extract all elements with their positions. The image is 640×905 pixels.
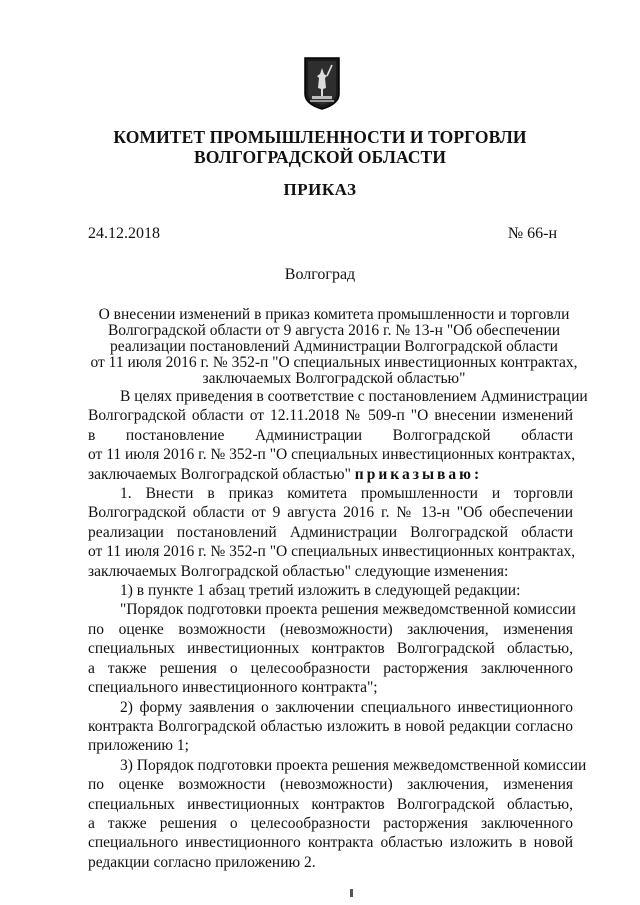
- document-date: 24.12.2018: [88, 225, 160, 242]
- body-line: а также решения о целесообразности расторжения заключенного: [88, 814, 573, 832]
- title-line: Волгоградской области от 9 августа 2016 г. № 13-н "Об обеспечении: [107, 322, 561, 339]
- title-line: заключаемых Волгоградской областью": [202, 370, 466, 387]
- body-line: 2) форму заявления о заключении специального инвестиционного: [120, 698, 573, 716]
- body-line: по оценке возможности (невозможности) заключения, изменения: [88, 776, 573, 794]
- body-line: В целях приведения в соответствие с постановлением Администрации: [120, 388, 588, 405]
- body-line: в постановление Администрации Волгоградской области: [88, 426, 573, 444]
- document-body: [88, 387, 588, 872]
- body-line: заключаемых Волгоградской областью" следующие изменения:: [88, 562, 509, 580]
- body-line: контракта Волгоградской областью изложить в новой редакции согласно: [88, 717, 573, 735]
- body-line: "Порядок подготовки проекта решения межведомственной комиссии: [120, 601, 576, 619]
- committee-title-line2: ВОЛГОГРАДСКОЙ ОБЛАСТИ: [193, 147, 447, 167]
- body-line: по оценке возможности (невозможности) заключения, изменения: [88, 620, 573, 638]
- body-line: от 11 июля 2016 г. № 352-п "О специальных инвестиционных контрактах,: [88, 446, 576, 464]
- body-line: Волгоградской области от 12.11.2018 № 509-п "О внесении изменений: [88, 407, 573, 425]
- body-line-with-order: [88, 465, 573, 484]
- volgograd-coat-of-arms-icon: [303, 56, 341, 110]
- body-line: 3) Порядок подготовки проекта решения межведомственной комиссии: [120, 756, 587, 774]
- body-line: редакции согласно приложению 2.: [88, 853, 316, 871]
- body-line: реализации постановлений Администрации Волгоградской области: [88, 523, 573, 541]
- body-line: 1. Внести в приказ комитета промышленности и торговли: [120, 485, 573, 503]
- committee-title-line1: КОМИТЕТ ПРОМЫШЛЕННОСТИ И ТОРГОВЛИ: [113, 127, 527, 147]
- document-title: [88, 307, 580, 387]
- body-line: специального инвестиционного контракта областью изложить в новой: [88, 834, 573, 852]
- body-line: специального инвестиционного контракта";: [88, 679, 378, 697]
- body-line: 1) в пункте 1 абзац третий изложить в следующей редакции:: [120, 582, 521, 600]
- title-line: реализации постановлений Администрации Волгоградской области: [110, 338, 558, 355]
- order-word: приказываю:: [354, 465, 483, 483]
- document-city: Волгоград: [284, 266, 356, 283]
- title-line: от 11 июля 2016 г. № 352-п "О специальных инвестиционных контрактах,: [90, 354, 578, 371]
- body-line: специальных инвестиционных контрактов Волгоградской областью,: [88, 795, 573, 813]
- body-line: от 11 июля 2016 г. № 352-п "О специальных инвестиционных контрактах,: [88, 543, 576, 561]
- body-line: специальных инвестиционных контрактов Волгоградской областью,: [88, 640, 573, 658]
- document-number: № 66-н: [507, 225, 557, 242]
- body-line: заключаемых Волгоградской областью": [88, 465, 351, 483]
- scan-artifact: [350, 889, 353, 897]
- body-line: приложению 1;: [88, 737, 189, 755]
- title-line: О внесении изменений в приказ комитета промышленности и торговли: [98, 306, 570, 323]
- body-line: а также решения о целесообразности расторжения заключенного: [88, 659, 573, 677]
- document-type: ПРИКАЗ: [283, 180, 357, 199]
- body-line: Волгоградской области от 9 августа 2016 г. № 13-н "Об обеспечении: [88, 504, 573, 522]
